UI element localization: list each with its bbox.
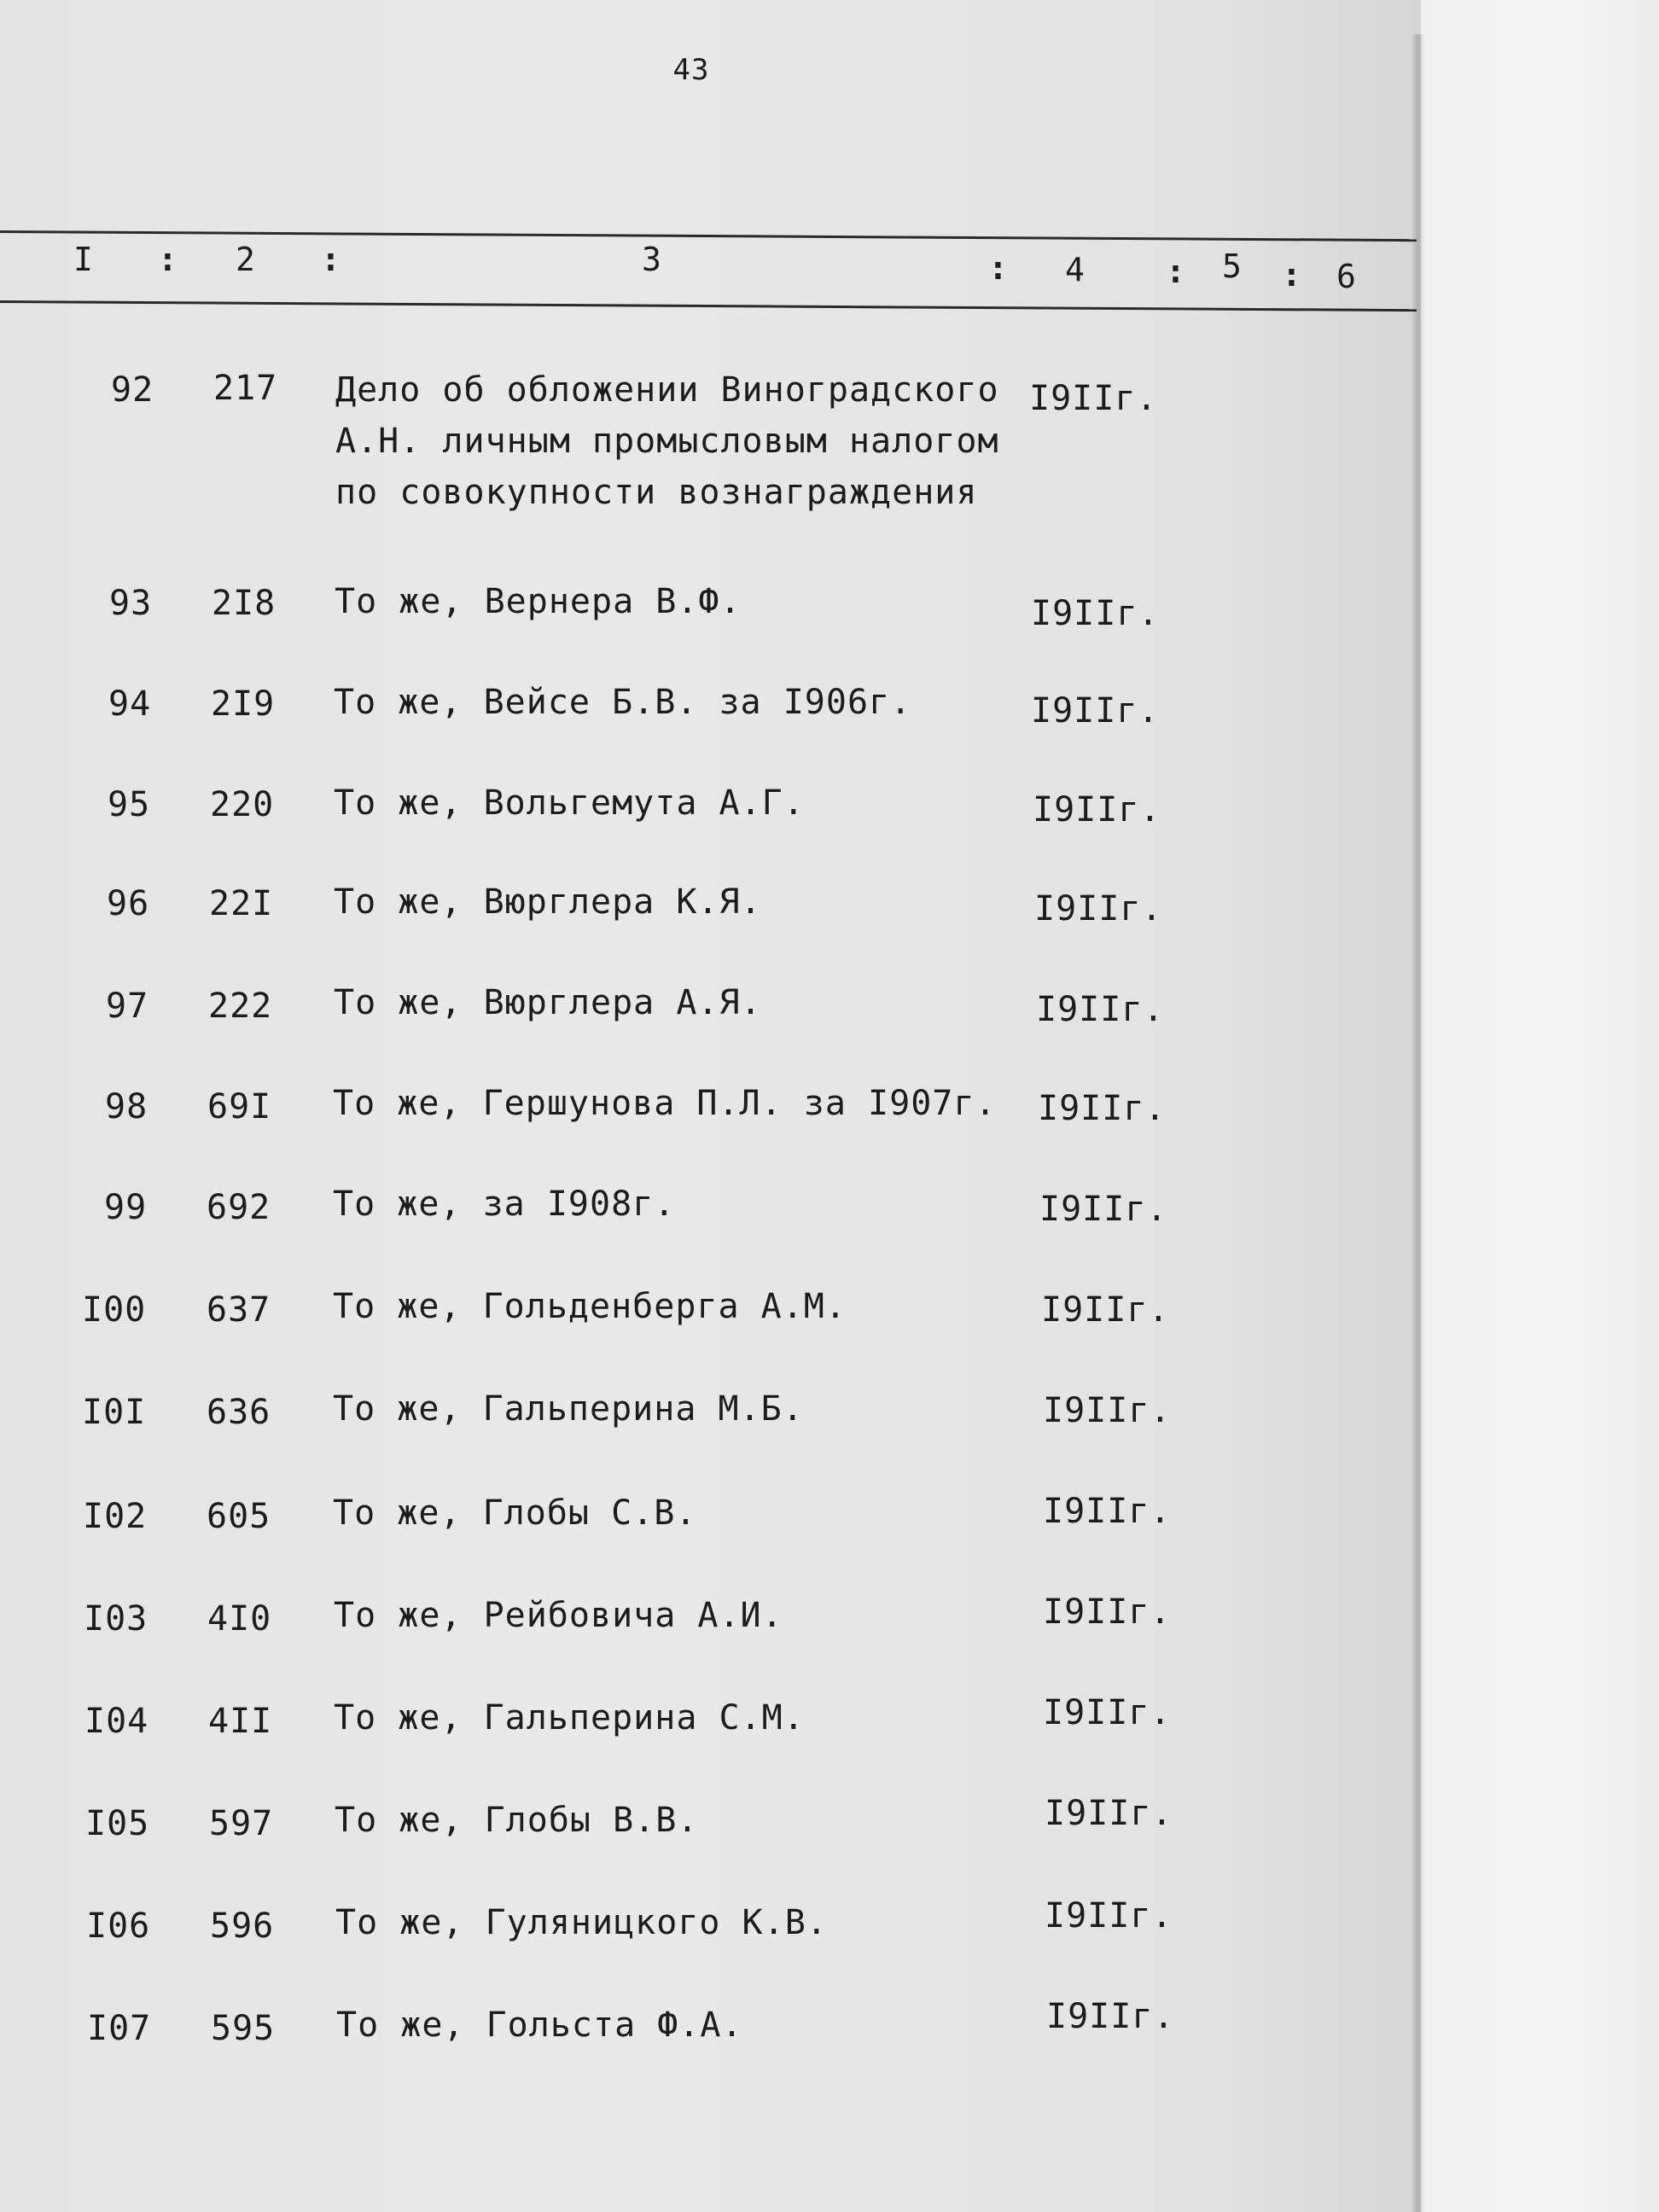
- row-year: I9IIг.: [1031, 691, 1160, 731]
- row-reference: 217: [213, 369, 278, 408]
- row-description-line: То же, Гуляницкого К.В.: [335, 1903, 828, 1942]
- row-description-line: То же, Вюрглера К.Я.: [334, 882, 762, 922]
- row-year: I9IIг.: [1041, 1290, 1170, 1330]
- row-reference: 220: [210, 785, 275, 824]
- row-description-line: То же, Рейбовича А.И.: [334, 1596, 783, 1635]
- row-number: 93: [109, 584, 153, 623]
- row-year: I9IIг.: [1034, 889, 1163, 928]
- row-number: I07: [87, 2009, 152, 2048]
- row-year: I9IIг.: [1046, 1997, 1175, 2036]
- row-reference: 2I9: [211, 684, 276, 724]
- row-number: I02: [83, 1497, 148, 1536]
- row-year: I9IIг.: [1045, 1794, 1173, 1833]
- row-number: 95: [108, 785, 151, 824]
- row-description-line: То же, Гольденберга А.М.: [333, 1287, 847, 1326]
- row-year: I9IIг.: [1043, 1693, 1172, 1732]
- row-reference: 637: [207, 1290, 271, 1330]
- row-year: I9IIг.: [1039, 1190, 1168, 1229]
- row-reference: 596: [210, 1906, 275, 1946]
- column-header-5: 5: [1222, 247, 1242, 285]
- row-number: 96: [107, 884, 150, 923]
- row-reference: 2I8: [212, 584, 276, 623]
- row-reference: 69I: [207, 1087, 272, 1126]
- row-year: I9IIг.: [1043, 1592, 1172, 1632]
- row-number: I00: [82, 1290, 147, 1330]
- column-header-4: 4: [1065, 251, 1085, 288]
- row-reference: 692: [207, 1188, 271, 1227]
- row-description-line: по совокупности вознаграждения: [335, 473, 978, 512]
- row-number: I04: [84, 1702, 149, 1741]
- row-description-line: То же, Вюрглера А.Я.: [334, 983, 762, 1022]
- row-year: I9IIг.: [1043, 1492, 1172, 1531]
- column-separator: :: [321, 241, 341, 278]
- column-separator: :: [1282, 256, 1301, 294]
- row-description-line: То же, Вольгемута А.Г.: [334, 783, 805, 823]
- row-number: 99: [104, 1188, 148, 1227]
- row-year: I9IIг.: [1043, 1391, 1172, 1430]
- row-description-line: То же, Гальперина С.М.: [334, 1698, 805, 1738]
- row-description-line: А.Н. личным промысловым налогом: [335, 422, 999, 461]
- column-separator: :: [1166, 253, 1185, 290]
- row-number: I0I: [82, 1393, 147, 1432]
- row-description-line: То же, Глобы В.В.: [335, 1801, 699, 1840]
- row-reference: 22I: [209, 884, 274, 923]
- row-number: I06: [86, 1906, 151, 1946]
- row-number: I05: [85, 1804, 150, 1843]
- row-year: I9IIг.: [1036, 990, 1165, 1029]
- row-number: I03: [84, 1599, 148, 1639]
- column-header-1: I: [73, 241, 93, 278]
- row-year: I9IIг.: [1031, 594, 1160, 633]
- row-reference: 636: [207, 1393, 271, 1432]
- row-description-line: То же, Гольста Ф.А.: [336, 2005, 743, 2045]
- row-description-line: То же, Гершунова П.Л. за I907г.: [333, 1084, 997, 1123]
- row-description-line: То же, Глобы С.В.: [333, 1493, 697, 1533]
- row-year: I9IIг.: [1033, 790, 1161, 830]
- row-year: I9IIг.: [1029, 379, 1158, 418]
- row-description-line: То же, Вейсе Б.В. за I906г.: [334, 683, 912, 722]
- row-year: I9IIг.: [1038, 1089, 1167, 1128]
- underlying-page: [1421, 0, 1659, 2212]
- row-description-line: Дело об обложении Виноградского: [335, 370, 999, 410]
- row-description-line: То же, Гальперина М.Б.: [333, 1389, 804, 1429]
- row-reference: 222: [208, 987, 273, 1026]
- column-header-2: 2: [236, 241, 255, 278]
- row-number: 98: [105, 1087, 148, 1126]
- page-number: 43: [672, 53, 710, 87]
- column-header-6: 6: [1336, 258, 1356, 295]
- column-separator: :: [158, 241, 178, 278]
- row-number: 97: [106, 987, 149, 1026]
- row-description-line: То же, за I908г.: [333, 1185, 676, 1224]
- column-separator: :: [988, 249, 1008, 287]
- row-reference: 4I0: [207, 1599, 272, 1639]
- column-header-3: 3: [642, 241, 661, 278]
- row-reference: 595: [211, 2009, 276, 2048]
- row-year: I9IIг.: [1045, 1896, 1173, 1936]
- row-reference: 605: [207, 1497, 271, 1536]
- row-reference: 4II: [208, 1702, 273, 1741]
- row-number: 94: [108, 684, 152, 724]
- row-number: 92: [111, 370, 154, 410]
- row-reference: 597: [209, 1804, 274, 1843]
- page-edge-shadow: [1412, 34, 1424, 2212]
- row-description-line: То же, Вернера В.Ф.: [335, 582, 742, 621]
